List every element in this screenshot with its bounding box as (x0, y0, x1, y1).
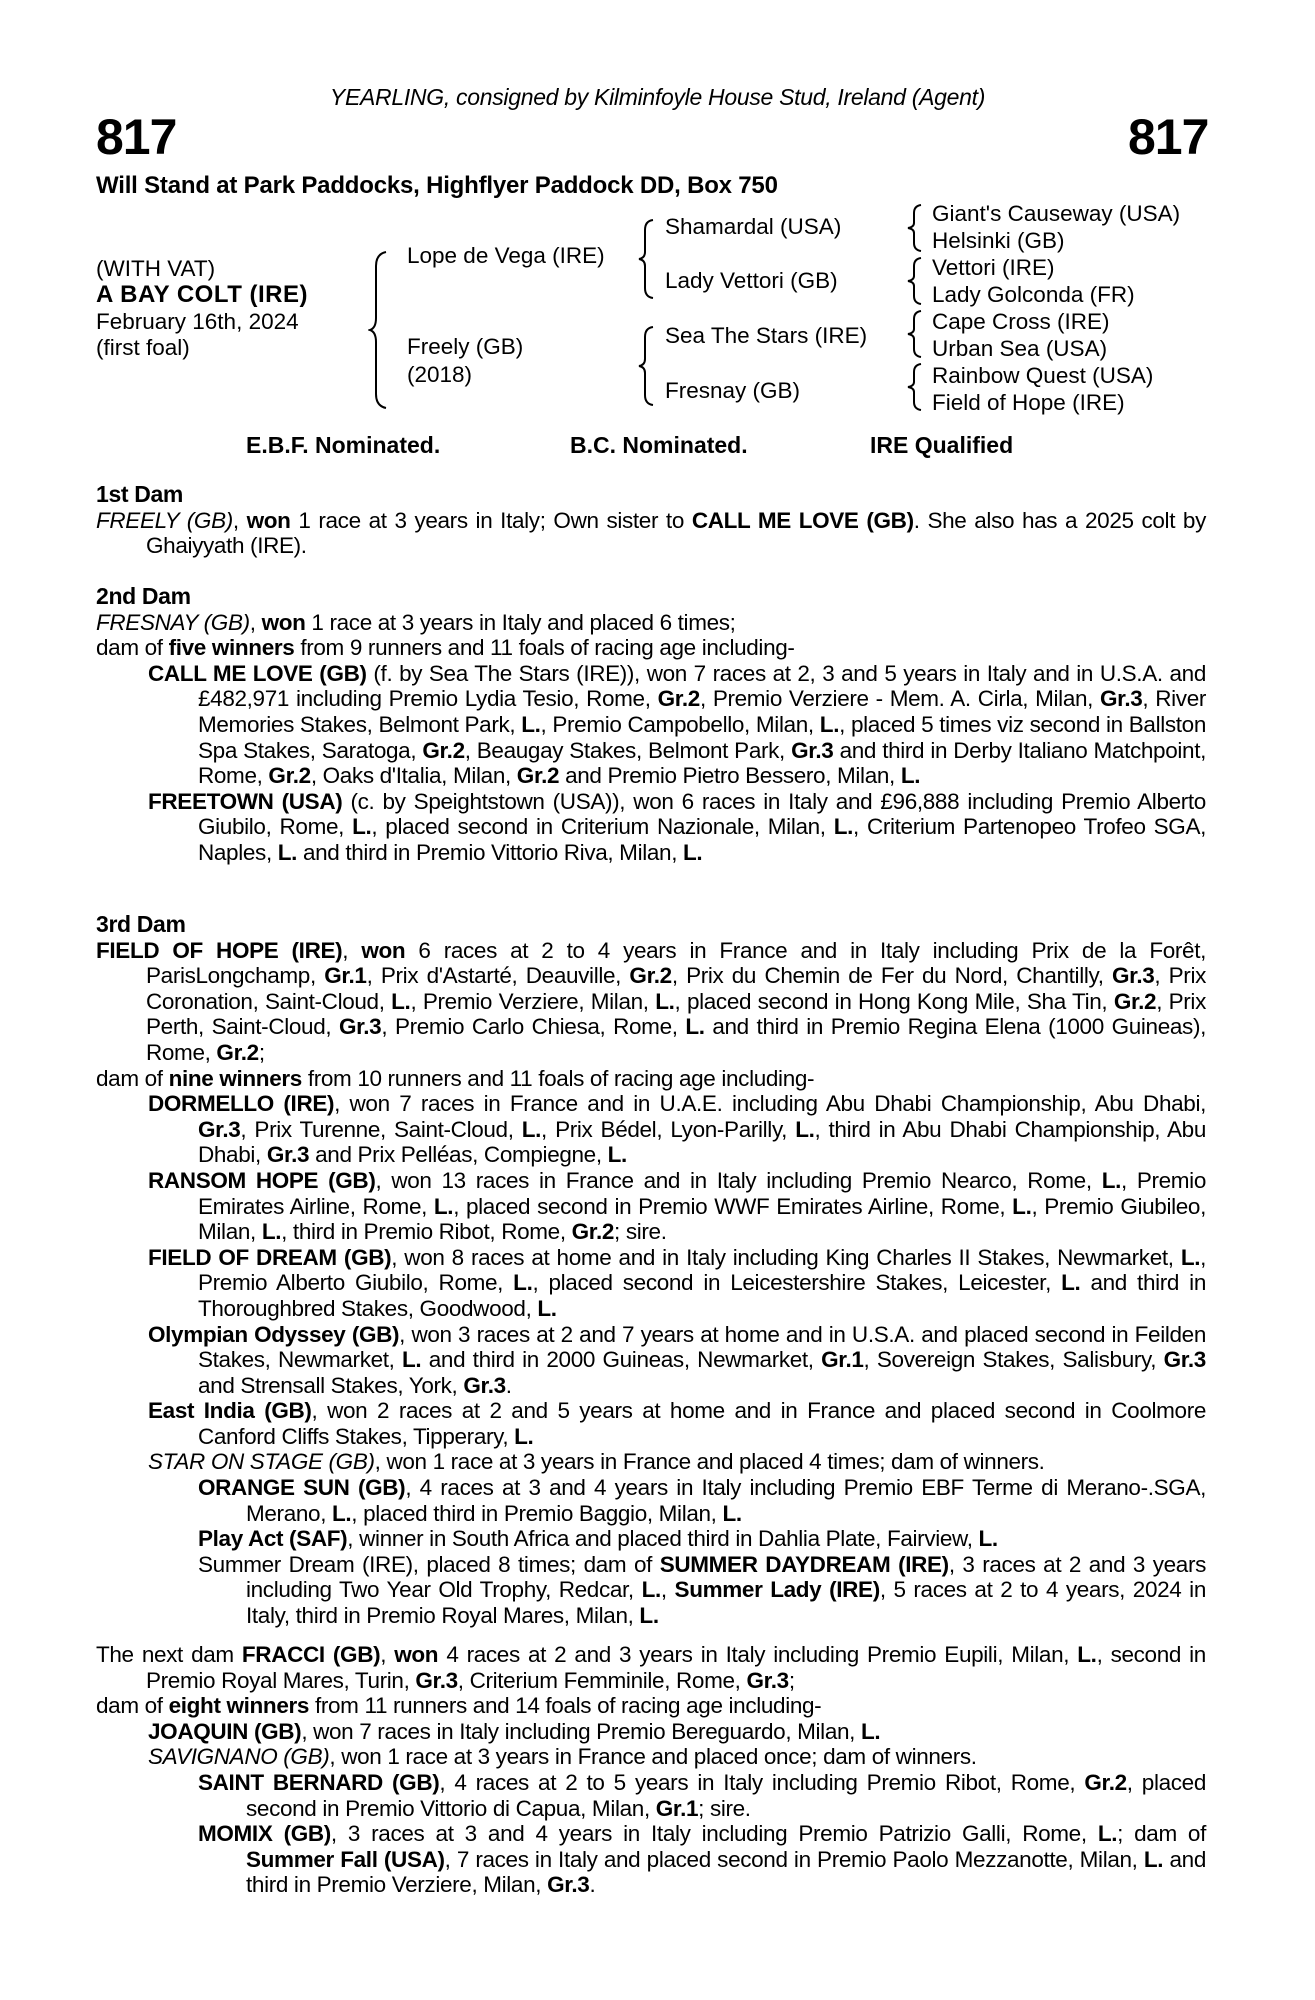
progeny-entry (148, 1719, 1206, 1745)
text: , placed second in Criterium Nazionale, Milan, (371, 814, 834, 840)
progeny-entry (148, 1322, 1206, 1399)
progeny-name: FIELD OF DREAM (GB) (148, 1244, 392, 1270)
text: , 4 races at 3 and 4 years in Italy including Premio EBF Terme di Merano-.SGA, Merano, (246, 1475, 1207, 1526)
bold-highlight: L. (402, 1347, 422, 1373)
text: and third in Thoroughbred Stakes, Goodwood, (198, 1270, 1206, 1321)
bold-highlight: L. (332, 1500, 352, 1526)
bold-highlight: L. (514, 1423, 534, 1449)
text: from 11 runners and 14 foals of racing age including- (309, 1693, 822, 1719)
winners-count: nine winners (168, 1065, 302, 1091)
bold-highlight: Gr.3 (198, 1116, 241, 1142)
dam-name: FRACCI (GB) (241, 1642, 381, 1667)
second-dam-heading: 2nd Dam (96, 583, 191, 609)
bold-highlight: L. (900, 763, 921, 789)
progeny-entry (198, 1770, 1206, 1821)
third-dam-progeny-list (96, 1091, 1206, 1449)
pedigree-ds-sire: Cape Cross (IRE) (932, 309, 1110, 334)
text: 1 race at 3 years in Italy and placed 6 times; (305, 609, 736, 635)
text: , won 2 races at 2 and 5 years at home and in France and placed second in Coolmore Canford Cliffs Stakes, Tipperary, (198, 1398, 1206, 1449)
third-dam-heading: 3rd Dam (96, 911, 186, 937)
text: , Prix Coronation, Saint-Cloud, (146, 963, 1206, 1014)
pedigree-brace-dam (637, 325, 657, 407)
progeny-entry (198, 1821, 1206, 1898)
text: from 10 runners and 11 foals of racing age including- (301, 1065, 815, 1091)
text: , Premio Carlo Chiesa, Rome, (381, 1014, 686, 1040)
progeny-entry (148, 1168, 1206, 1245)
pedigree-brace-sire (637, 218, 657, 300)
progeny-entry (148, 1245, 1206, 1322)
text: and Premio Pietro Bessero, Milan, (559, 763, 901, 789)
text: , won 1 race at 3 years in France and placed 4 times; dam of winners. (374, 1449, 1045, 1475)
third-dam-produce-summary (96, 1066, 1206, 1092)
bold-highlight: Gr.2 (657, 686, 700, 712)
nomination-ire: IRE Qualified (870, 432, 1014, 458)
star-on-stage-entry (148, 1449, 1206, 1475)
bold-highlight: Gr.3 (338, 1014, 382, 1040)
text: from 9 runners and 11 foals of racing age including- (294, 635, 795, 661)
text: , won 13 races in France and in Italy including Premio Nearco, Rome, (375, 1167, 1102, 1193)
pedigree-dam-sire: Sea The Stars (IRE) (665, 323, 868, 348)
text: , Prix Perth, Saint-Cloud, (146, 988, 1206, 1040)
text: , second in Premio Royal Mares, Turin, (146, 1642, 1206, 1693)
progeny-name: ORANGE SUN (GB) (198, 1475, 406, 1501)
nomination-ebf: E.B.F. Nominated. (246, 432, 441, 458)
bold-highlight: L. (833, 814, 854, 840)
bold-highlight: SUMMER DAYDREAM (IRE) (659, 1551, 949, 1577)
text: , 5 races at 2 to 4 years, 2024 in Italy, third in Premio Royal Mares, Milan, (246, 1577, 1206, 1629)
dam-name: FIELD OF HOPE (IRE) (96, 937, 343, 963)
bold-highlight: L. (639, 1603, 659, 1629)
progeny-name: FREETOWN (USA) (148, 788, 343, 814)
pedigree-brace-sd (905, 256, 925, 306)
progeny-entry (148, 1091, 1206, 1168)
text: (f. by Sea The Stars (IRE)), won 7 races at 2, 3 and 5 years in Italy and in U.S.A. and £482,971 including Premio Lydia Tesio, Rome, (198, 660, 1206, 712)
text: dam of (96, 1065, 169, 1091)
bold-highlight: Gr.2 (1084, 1769, 1127, 1795)
pedigree-ss-dam: Helsinki (GB) (932, 228, 1065, 253)
bold-highlight: Summer Lady (IRE) (674, 1577, 880, 1603)
pedigree-sire-sire: Shamardal (USA) (665, 214, 842, 239)
pedigree-sire-dam: Lady Vettori (GB) (665, 268, 838, 293)
horse-description: A BAY COLT (IRE) (96, 281, 309, 308)
stand-location: Will Stand at Park Paddocks, Highflyer Paddock DD, Box 750 (96, 172, 778, 199)
text: , placed second in Premio Vittorio di Capua, Milan, (246, 1769, 1206, 1821)
text: . She also has a 2025 colt by Ghaiyyath (IRE). (146, 507, 1206, 559)
text: , Premio Alberto Giubilo, Rome, (198, 1244, 1207, 1296)
bold-highlight: Gr.3 (1100, 686, 1143, 712)
text: , Premio Campobello, Milan, (540, 711, 820, 737)
bold-highlight: Gr.2 (1113, 988, 1157, 1014)
progeny-name: MOMIX (GB) (198, 1821, 331, 1847)
progeny-name: East India (GB) (148, 1398, 312, 1424)
bold-highlight: Gr.3 (415, 1667, 458, 1693)
pedigree-sd-sire: Vettori (IRE) (932, 255, 1055, 280)
pedigree-dd-sire: Rainbow Quest (USA) (932, 363, 1154, 388)
text: ; (788, 1667, 795, 1693)
text: , Prix du Chemin de Fer du Nord, Chantilly, (671, 963, 1112, 989)
progeny-entry (198, 1552, 1206, 1629)
bold-highlight: L. (261, 1219, 282, 1245)
text: and third in Premio Vittorio Riva, Milan, (297, 839, 683, 865)
consignor-line: YEARLING, consigned by Kilminfoyle House Stud, Ireland (Agent) (329, 84, 986, 110)
bold-highlight: Gr.2 (571, 1219, 615, 1245)
text: and third in Premio Regina Elena (1000 Guineas), Rome, (146, 1014, 1206, 1065)
dam-name: FREELY (GB) (96, 507, 233, 533)
progeny-name: SAINT BERNARD (GB) (198, 1769, 440, 1795)
text: (c. by Speightstown (USA)), won 6 races in Italy and £96,888 including Premio Alberto Giubilo, Rome, (198, 788, 1206, 840)
text: and Prix Pelléas, Compiegne, (309, 1142, 608, 1168)
bold-highlight: Gr.3 (791, 737, 834, 763)
text: , Prix d'Astarté, Deauville, (366, 963, 630, 989)
text: , 4 races at 2 to 5 years in Italy including Premio Ribot, Rome, (439, 1769, 1085, 1795)
text: , Criterium Femminile, Rome, (457, 1667, 747, 1693)
pedigree-ss-sire: Giant's Causeway (USA) (932, 201, 1181, 226)
text: , Premio Emirates Airline, Rome, (198, 1167, 1206, 1219)
bold-highlight: L. (607, 1142, 627, 1168)
text: . (505, 1372, 512, 1398)
bold-highlight: L. (277, 839, 298, 865)
pedigree-dam-dam: Fresnay (GB) (665, 378, 801, 403)
progeny-entry (198, 1475, 1206, 1526)
text: , won 8 races at home and in Italy including King Charles II Stakes, Newmarket, (391, 1244, 1181, 1270)
progeny-entry (198, 1526, 1206, 1552)
bold-highlight: L. (537, 1295, 557, 1321)
text: , 7 races in Italy and placed second in Premio Paolo Mezzanotte, Milan, (444, 1846, 1144, 1872)
lot-number-right: 817 (1128, 109, 1209, 165)
bold-highlight: L. (683, 839, 703, 865)
text: ; (258, 1039, 265, 1065)
won-label: won (361, 937, 406, 963)
text: 4 races at 2 and 3 years in Italy including Premio Eupili, Milan, (438, 1642, 1078, 1667)
text: and third in Derby Italiano Matchpoint, Rome, (198, 737, 1206, 789)
bold-highlight: Gr.3 (746, 1667, 789, 1693)
bold-highlight: L. (1077, 1642, 1097, 1667)
text: and Strensall Stakes, York, (198, 1372, 464, 1398)
pedigree-ds-dam: Urban Sea (USA) (932, 336, 1108, 361)
pedigree-dam: Freely (GB) (407, 334, 524, 359)
bold-highlight: L. (1012, 1193, 1032, 1219)
text: , placed second in Hong Kong Mile, Sha Tin, (674, 988, 1114, 1014)
progeny-name: JOAQUIN (GB) (148, 1718, 302, 1744)
text: , won 7 races in Italy including Premio Bereguardo, Milan, (301, 1718, 861, 1744)
bold-highlight: L. (1180, 1244, 1201, 1270)
bold-highlight: L. (433, 1193, 454, 1219)
vat-note: (WITH VAT) (96, 256, 216, 281)
next-dam-section (96, 1642, 1206, 1898)
text: The next dam (96, 1642, 242, 1667)
separator: , (232, 507, 247, 533)
bold-highlight: L. (391, 988, 411, 1014)
text: , 3 races at 2 and 3 years including Two Year Old Trophy, Redcar, (246, 1551, 1206, 1603)
bold-highlight: L. (795, 1116, 815, 1142)
third-dam-section (96, 912, 1206, 1629)
savignano-entry (148, 1744, 1206, 1770)
second-dam-record (96, 610, 1206, 636)
next-dam-record (96, 1642, 1206, 1693)
text: , Prix Bédel, Lyon-Parilly, (541, 1116, 796, 1142)
bold-highlight: L. (722, 1500, 742, 1526)
pedigree-brace-ds (905, 309, 925, 359)
second-dam-produce-summary (96, 635, 1206, 661)
text: , third in Premio Ribot, Rome, (281, 1219, 572, 1245)
text: 1 race at 3 years in Italy; Own sister to (290, 507, 692, 533)
winners-count: eight winners (168, 1693, 310, 1719)
text: , placed second in Leicestershire Stakes, Leicester, (532, 1270, 1062, 1296)
bold-highlight: Gr.3 (266, 1142, 310, 1168)
sibling-name: CALL ME LOVE (GB) (691, 507, 914, 533)
foaling-date: February 16th, 2024 (96, 309, 299, 334)
bold-highlight: L. (655, 988, 675, 1014)
bold-highlight: Gr.1 (655, 1795, 699, 1821)
bold-highlight: Summer Fall (USA) (246, 1846, 445, 1872)
bold-highlight: L. (641, 1577, 661, 1603)
second-dam-progeny-list (96, 661, 1206, 866)
text: , Oaks d'Italia, Milan, (310, 763, 517, 789)
bold-highlight: Gr.1 (324, 963, 367, 989)
text: and third in Premio Verziere, Milan, (246, 1846, 1206, 1898)
bold-highlight: L. (978, 1526, 998, 1552)
separator: , (342, 937, 362, 963)
text: , River Memories Stakes, Belmont Park, (198, 686, 1207, 737)
text: , placed second in Premio WWF Emirates Airline, Rome, (453, 1193, 1013, 1219)
bold-highlight: L. (352, 814, 372, 840)
bold-highlight: L. (819, 711, 840, 737)
bold-highlight: L. (1097, 1821, 1118, 1847)
nomination-bc: B.C. Nominated. (570, 432, 748, 458)
text: , Premio Verziere, Milan, (410, 988, 656, 1014)
savignano-progeny-list (96, 1770, 1206, 1898)
bold-highlight: Gr.1 (821, 1347, 864, 1373)
next-dam-progeny-list (96, 1719, 1206, 1745)
first-dam-section (96, 482, 1206, 559)
bold-highlight: L. (1101, 1167, 1121, 1193)
bold-highlight: Gr.3 (1112, 963, 1155, 989)
second-dam-section (96, 584, 1206, 866)
first-dam-heading: 1st Dam (96, 481, 184, 507)
separator: , (380, 1642, 395, 1667)
lot-number-left: 817 (96, 109, 177, 165)
pedigree-dam-year: (2018) (407, 362, 473, 387)
text: , Premio Giubileo, Milan, (198, 1193, 1206, 1245)
bold-highlight: L. (860, 1718, 881, 1744)
progeny-name: Play Act (SAF) (198, 1526, 348, 1552)
text: , 3 races at 3 and 4 years in Italy including Premio Patrizio Galli, Rome, (330, 1821, 1098, 1847)
text: and third in 2000 Guineas, Newmarket, (421, 1347, 822, 1373)
text: 6 races at 2 to 4 years in France and in Italy including Prix de la Forêt, ParisLongchamp, (146, 937, 1206, 989)
progeny-name: RANSOM HOPE (GB) (148, 1167, 376, 1193)
won-label: won (261, 609, 306, 635)
pedigree-sd-dam: Lady Golconda (FR) (932, 282, 1135, 307)
bold-highlight: Gr.2 (216, 1039, 259, 1065)
text: , won 7 races in France and in U.A.E. including Abu Dhabi Championship, Abu Dhabi, (334, 1091, 1206, 1117)
pedigree-sire: Lope de Vega (IRE) (407, 243, 605, 268)
bold-highlight: L. (521, 1116, 542, 1142)
bold-highlight: L. (521, 711, 541, 737)
won-label: won (246, 507, 291, 533)
bold-highlight: Gr.3 (1163, 1347, 1206, 1373)
text: , third in Abu Dhabi Championship, Abu Dhabi, (198, 1116, 1206, 1168)
text: , won 1 race at 3 years in France and placed once; dam of winners. (329, 1744, 977, 1770)
bold-highlight: L. (1061, 1270, 1081, 1296)
text: dam of (96, 635, 169, 661)
bold-highlight: Gr.2 (629, 963, 672, 989)
progeny-name: STAR ON STAGE (GB) (148, 1449, 375, 1475)
text: , Criterium Partenopeo Trofeo SGA, Naples, (198, 814, 1207, 865)
text: , placed third in Premio Baggio, Milan, (351, 1500, 723, 1526)
progeny-name: Olympian Odyssey (GB) (148, 1321, 400, 1347)
bold-highlight: Gr.3 (463, 1372, 506, 1398)
text: , (660, 1577, 675, 1603)
bold-highlight: L. (513, 1270, 533, 1296)
pedigree-dd-dam: Field of Hope (IRE) (932, 390, 1125, 415)
bold-highlight: Gr.2 (516, 763, 560, 789)
text: , winner in South Africa and placed third in Dahlia Plate, Fairview, (347, 1526, 979, 1552)
pedigree-brace-ss (905, 203, 925, 253)
progeny-name: DORMELLO (IRE) (148, 1091, 335, 1117)
winners-count: five winners (168, 635, 295, 661)
text: , Prix Turenne, Saint-Cloud, (240, 1116, 522, 1142)
progeny-entry (148, 789, 1206, 866)
text: , Premio Verziere - Mem. A. Cirla, Milan, (699, 686, 1101, 712)
text: ; sire. (614, 1219, 667, 1245)
star-on-stage-progeny-list (96, 1475, 1206, 1629)
pedigree-brace-dd (905, 362, 925, 412)
first-foal-note: (first foal) (96, 335, 190, 360)
next-dam-produce-summary (96, 1693, 1206, 1719)
bold-highlight: L. (1143, 1846, 1164, 1872)
pedigree-brace-main (368, 250, 390, 410)
won-label: won (394, 1642, 439, 1667)
text: , won 3 races at 2 and 7 years at home and in U.S.A. and placed second in Feilden Stakes, Newmarket, (198, 1321, 1207, 1373)
text: dam of (96, 1693, 169, 1719)
dam-name: FRESNAY (GB) (96, 609, 250, 635)
separator: , (249, 609, 262, 635)
text: , Sovereign Stakes, Salisbury, (863, 1347, 1164, 1373)
text: ; dam of (1117, 1821, 1206, 1847)
text: . (589, 1872, 596, 1898)
text: ; sire. (698, 1795, 751, 1821)
progeny-entry (148, 1398, 1206, 1449)
progeny-entry (148, 661, 1206, 789)
third-dam-record (96, 938, 1206, 1066)
text: , placed 8 times; dam of (412, 1551, 660, 1577)
first-dam-text (96, 508, 1206, 559)
bold-highlight: Gr.2 (268, 763, 311, 789)
text: , Beaugay Stakes, Belmont Park, (464, 737, 792, 763)
progeny-name: Summer Dream (IRE) (198, 1551, 413, 1577)
progeny-name: CALL ME LOVE (GB) (148, 660, 367, 686)
bold-highlight: L. (685, 1014, 705, 1040)
text: , placed 5 times viz second in Ballston Spa Stakes, Saratoga, (198, 711, 1206, 763)
bold-highlight: Gr.2 (422, 737, 465, 763)
progeny-name: SAVIGNANO (GB) (148, 1744, 330, 1770)
bold-highlight: Gr.3 (547, 1872, 590, 1898)
